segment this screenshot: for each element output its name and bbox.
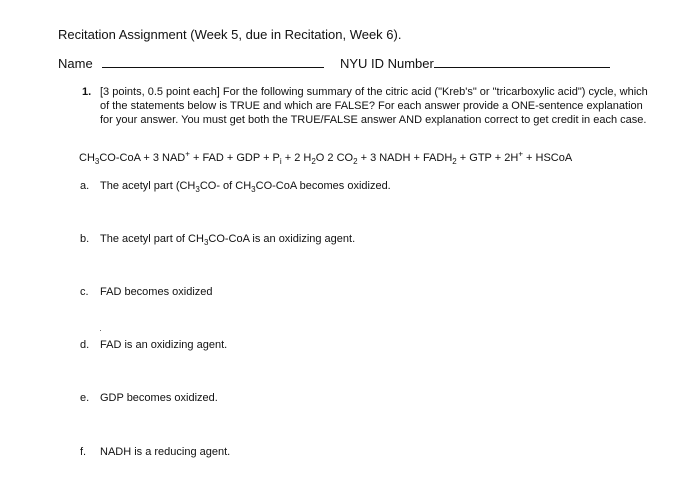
assignment-title: Recitation Assignment (Week 5, due in Recitation, Week 6). bbox=[58, 27, 402, 42]
statement-c: c. FAD becomes oxidized bbox=[80, 286, 213, 298]
statement-f: f. NADH is a reducing agent. bbox=[80, 446, 231, 458]
question-text: [3 points, 0.5 point each] For the following summary of the citric acid ("Kreb's" or "tricarboxylic acid") cycle, which of the statements below is TRUE and which are FALSE? For each answer provide a ONE-sentence explanation for your answer. You must get both the TRUE/FALSE answer AND explanation correct to get credit in each case. bbox=[100, 86, 648, 126]
question-1 bbox=[82, 85, 652, 127]
statement-e: e. GDP becomes oxidized. bbox=[80, 392, 218, 404]
statement-b: b. The acetyl part of $CH_3CO$-CoA is an oxidizing agent. bbox=[80, 233, 356, 248]
nyu-id-blank bbox=[434, 66, 610, 68]
statement-a: a. The acetyl part ($CH_3CO-$ of $CH_3CO$-CoA becomes oxidized. bbox=[80, 180, 391, 195]
name-id-row bbox=[58, 56, 610, 71]
question-number: 1. bbox=[82, 86, 92, 98]
citric-acid-equation: $CH_3CO$-CoA + 3 NAD+ + FAD + GDP + $P_i + 2$ $H_2O$ 2 $CO_2 + 3$ NADH + $FADH_2$ + GTP + 2H+ + HSCoA bbox=[79, 149, 573, 167]
name-label: Name bbox=[58, 56, 93, 71]
name-blank bbox=[102, 66, 324, 68]
nyu-id-label: NYU ID Number bbox=[339, 56, 434, 71]
statement-d: d. FAD is an oxidizing agent. bbox=[80, 339, 228, 351]
stray-mark: · bbox=[99, 325, 102, 335]
